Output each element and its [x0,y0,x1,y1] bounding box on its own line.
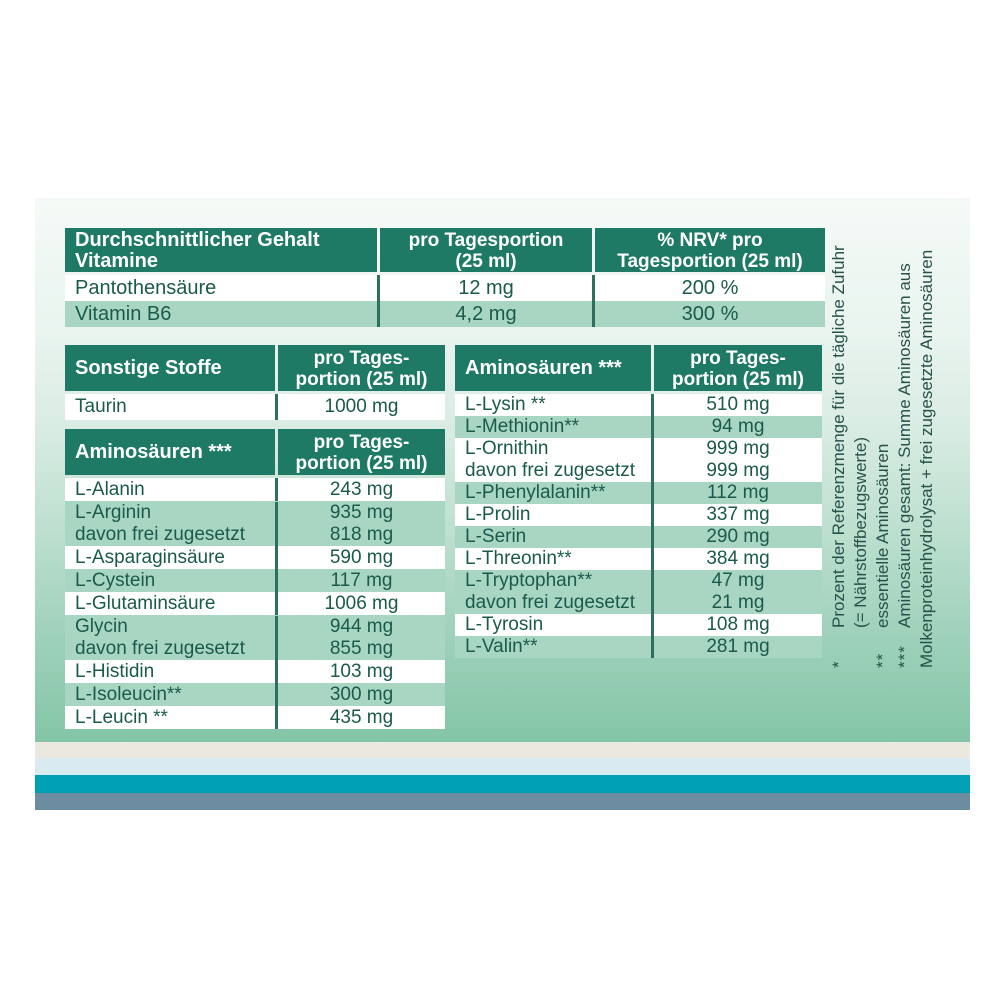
nutrient-amount-line: 855 mg [329,638,394,659]
nutrient-name-line: davon frei zugesetzt [75,524,246,545]
nutrient-name [455,570,651,614]
nutrient-name: L-Valin** [465,636,538,657]
nutrient-name-line: davon frei zugesetzt [75,638,246,659]
amino-left-header [65,429,445,475]
table-row [65,275,825,301]
table-row [455,394,822,416]
table-row [455,416,822,438]
table-row [65,706,445,729]
nutrient-name: L-Asparaginsäure [75,547,225,568]
table-row [65,660,445,683]
header-text: portion (25 ml) [672,369,804,390]
footnote-text: Aminosäuren gesamt: Summe Aminosäuren aus [895,263,914,628]
footnote-line: (= Nährstoffbezugswerte) [851,436,870,628]
nutrient-amount: 590 mg [329,547,394,568]
nutrient-amount: 112 mg [707,482,769,503]
vitamins-table-header [65,228,825,272]
nutrient-amount-line: 944 mg [329,616,394,637]
nutrient-amount: 12 mg [458,277,514,299]
footnote-line: Molkenproteinhydrolysat + frei zugesetzte Aminosäuren [917,249,936,668]
nutrient-name: L-Phenylalanin** [465,482,606,503]
nutrient-amount-line: 818 mg [329,524,394,545]
table-row [65,569,445,592]
table-row [65,501,445,546]
nutrient-name: L-Cystein [75,570,156,591]
nutrient-amount-line: 21 mg [711,592,765,613]
footnote-marker: *** [895,645,914,668]
table-row [455,548,822,570]
header-cell-portion [278,429,445,475]
nutrient-amount [654,570,822,614]
nutrient-amount: 1006 mg [324,593,399,614]
nutrient-amount-line: 47 mg [711,570,765,591]
nutrient-name: L-Methionin** [465,416,580,437]
table-row [65,478,445,501]
nutrient-name: Taurin [75,396,127,417]
nutrient-name: Vitamin B6 [75,303,172,325]
header-cell-portion [654,345,822,391]
table-row [65,592,445,615]
footnote-text: essentielle Aminosäuren [873,443,892,628]
nutrient-name [65,502,275,546]
header-cell-amino: Aminosäuren *** [65,429,275,475]
nutrient-amount: 384 mg [706,548,770,569]
header-text: portion (25 ml) [295,369,428,390]
nutrient-name: L-Lysin ** [465,394,546,415]
nutrient-name-line: L-Ornithin [465,438,549,459]
nutrient-amount: 103 mg [329,661,394,682]
nutrient-amount [278,616,445,660]
footnote-text [828,213,872,628]
footer-stripe-slate [35,793,970,810]
table-row [65,683,445,706]
other-table-header [65,345,445,391]
header-text: Vitamine [75,250,158,272]
nutrient-amount: 1000 mg [324,396,399,417]
nutrient-name: L-Alanin [75,479,145,500]
vitamins-table [65,228,825,327]
footer-stripe-lightblue [35,758,970,775]
table-row [65,301,825,327]
table-row [455,636,822,658]
amino-acids-left-table [65,429,445,729]
table-row [455,570,822,614]
header-cell-portion [278,345,445,391]
footnote-total [894,213,916,668]
table-row [455,504,822,526]
nutrient-nrv: 200 % [681,277,739,299]
other-substances-table [65,345,445,420]
amino-right-body [455,394,822,658]
nutrient-name: L-Prolin [465,504,531,525]
nutrient-amount-line: 999 mg [706,460,770,481]
nutrient-name: L-Leucin ** [75,707,168,728]
nutrient-amount: 117 mg [330,570,393,591]
footnote-essential [872,213,894,668]
header-text: (25 ml) [455,251,517,272]
header-cell-nrv [595,228,825,272]
table-row [65,546,445,569]
table-row [65,394,445,420]
nutrient-amount: 108 mg [706,614,770,635]
nutrient-name-line: L-Arginin [75,502,152,523]
footer-stripe-teal [35,775,970,793]
footnote-line: Prozent der Referenzmenge für die tägliche Zufuhr [829,245,848,628]
nutrient-nrv: 300 % [681,303,739,325]
nutrient-amount: 510 mg [706,394,770,415]
footnotes-rotated [828,213,940,668]
nutrient-amount: 300 mg [329,684,394,705]
footnote-marker: ** [873,652,892,668]
nutrient-amount [654,438,822,482]
header-text: pro Tages- [313,432,410,453]
nutrient-name [455,438,651,482]
header-text: portion (25 ml) [295,453,428,474]
footer-stripe-beige [35,742,970,758]
nutrient-amount [278,502,445,546]
header-text: Tagesportion (25 ml) [617,251,803,272]
nutrient-amount: 281 mg [706,636,770,657]
amino-right-header [455,345,822,391]
nutrient-amount: 94 mg [711,416,765,437]
nutrient-amount: 337 mg [706,504,770,525]
nutrient-amount-line: 999 mg [706,438,770,459]
footnote-marker: * [829,660,848,668]
footnote-nrv [828,213,872,668]
header-text: pro Tagesportion [408,230,564,251]
nutrient-name-line: davon frei zugesetzt [465,460,636,481]
header-text: pro Tages- [690,348,786,369]
nutrient-name: L-Glutaminsäure [75,593,216,614]
header-cell-portion [380,228,592,272]
nutrient-name-line: davon frei zugesetzt [465,592,636,613]
header-text: pro Tages- [313,348,410,369]
vitamins-table-body [65,275,825,327]
nutrient-name: L-Tyrosin [465,614,544,635]
table-row [455,482,822,504]
nutrient-name: L-Serin [465,526,527,547]
nutrient-name [65,616,275,660]
nutrient-amount: 4,2 mg [455,303,517,325]
amino-acids-right-table [455,345,822,658]
table-row [455,438,822,482]
header-cell-vitamins [65,228,377,272]
header-cell-other: Sonstige Stoffe [65,345,275,391]
nutrient-amount: 435 mg [329,707,394,728]
nutrient-amount-line: 935 mg [329,502,394,523]
header-text: Durchschnittlicher Gehalt [75,229,320,251]
nutrient-amount: 290 mg [706,526,770,547]
header-text: % NRV* pro [657,230,763,251]
nutrient-name: L-Threonin** [465,548,572,569]
other-table-body [65,394,445,420]
nutrient-amount: 243 mg [329,479,394,500]
nutrient-name: L-Histidin [75,661,155,682]
nutrient-name: L-Isoleucin** [75,684,182,705]
table-row [455,526,822,548]
table-row [65,615,445,660]
nutrient-name-line: Glycin [75,616,128,637]
nutrient-name-line: L-Tryptophan** [465,570,593,591]
amino-left-body [65,478,445,729]
table-row [455,614,822,636]
header-cell-amino: Aminosäuren *** [455,345,651,391]
nutrient-name: Pantothensäure [75,277,217,299]
